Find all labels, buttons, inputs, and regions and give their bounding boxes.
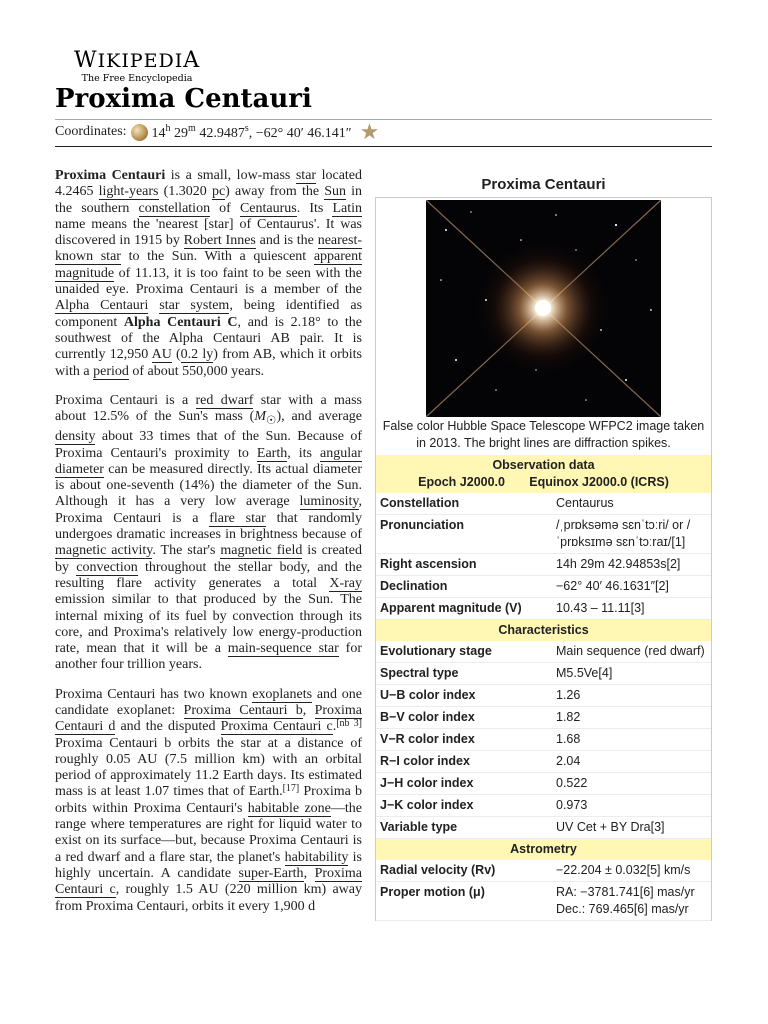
- wikipedia-logo[interactable]: [74, 50, 200, 84]
- coordinates-label: Coordinates:: [55, 124, 127, 139]
- paragraph-characteristics: Proxima Centauri is a red dwarf star with a mass about 12.5% of the Sun's mass $(M_☉)$, and average density about 33 times that of the Sun. Because of Proxima Centauri's proximity to Earth, its angular diameter can be measured directly. Its actual diameter is about one-seventh (14%) the diameter of the Sun. Although it has a very low average luminosity, Proxima Centauri is a flare star that randomly undergoes dramatic increases in brightness because of magnetic activity. The star's magnetic field is created by convection throughout the stellar body, and the resulting flare activity generates a total X-ray emission similar to that produced by the Sun. The internal mixing of its fuel by convection through its core, and Proxima's relatively low energy-production rate, mean that it will be a main-sequence star for another four trillion years.: [55, 392, 362, 673]
- infobox-row-proper-motion: Proper motion (μ) RA: −3781.741[6] mas/yr Dec.: 769.465[6] mas/yr: [376, 882, 711, 921]
- paragraph-intro: Proxima Centauri is a small, low-mass star located 4.2465 light-years (1.3020 pc) away from the Sun in the southern constellation of Centaurus. Its Latin name means the 'nearest [star] of Centaurus'. It was discovered in 1915 by Robert Innes and is the nearest-known star to the Sun. With a quiescent apparent magnitude of 11.13, it is too faint to be seen with the unaided eye. Proxima Centauri is a member of the Alpha Centauri star system, being identified as component Alpha Centauri C, and is 2.18° to the southwest of the Alpha Centauri AB pair. It is currently 12,950 AU (0.2 ly) from AB, which it orbits with a period of about 550,000 years.: [55, 168, 362, 379]
- sky-globe-icon[interactable]: [131, 124, 148, 141]
- coordinates-value[interactable]: 14$^h$ 29$^m$ $42.9487^s$, −62° 40′ 46.141″: [151, 122, 352, 141]
- article-body: [55, 168, 362, 918]
- infobox-row-pronunciation: Pronunciation /ˌprɒksəmə sɛnˈtɔːri/ or /ˈprɒksɪmə sɛnˈtɔːraɪ/[1]: [376, 515, 711, 554]
- page-title: Proxima Centauri: [55, 84, 312, 114]
- section-header-astrometry: Astrometry: [376, 839, 711, 860]
- section-header-observation: [376, 455, 711, 493]
- infobox-row-jh-index: J−H color index 0.522: [376, 773, 711, 795]
- infobox-row-declination: Declination −62° 40′ 46.1631″[2]: [376, 576, 711, 598]
- section-header-characteristics: Characteristics: [376, 620, 711, 641]
- coordinates-bar: [55, 121, 379, 143]
- featured-star-icon[interactable]: ★: [359, 119, 380, 144]
- coordinates-divider: [55, 146, 712, 147]
- infobox-row-vr-index: V−R color index 1.68: [376, 729, 711, 751]
- infobox-row-spectral-type: Spectral type M5.5Ve[4]: [376, 663, 711, 685]
- title-divider: [55, 119, 712, 120]
- infobox-row-apparent-magnitude: Apparent magnitude (V) 10.43 – 11.11[3]: [376, 598, 711, 620]
- wikipedia-tagline: The Free Encyclopedia: [81, 73, 193, 84]
- paragraph-exoplanets: Proxima Centauri has two known exoplanets and one candidate exoplanet: Proxima Centauri b, Proxima Centauri d and the disputed Proxima Centauri c.[nb 3] Proxima Centauri b orbits the star at a distance of roughly 0.05 AU (7.5 million km) with an orbital period of approximately 11.2 Earth days. Its estimated mass is at least 1.07 times that of Earth.[17] Proxima b orbits within Proxima Centauri's habitable zone—the range where temperatures are right for liquid water to exist on its surface—but, because Proxima Centauri is a red dwarf and a flare star, the planet's habitability is highly uncertain. A candidate super-Earth, Proxima Centauri c, roughly 1.5 AU (220 million km) away from Proxima Centauri, orbits it every 1,900 d: [55, 686, 362, 914]
- infobox-row-right-ascension: Right ascension 14h 29m 42.94853s[2]: [376, 554, 711, 576]
- infobox-row-ri-index: R−I color index 2.04: [376, 751, 711, 773]
- infobox-row-jk-index: J−K color index 0.973: [376, 795, 711, 817]
- infobox-row-evolutionary-stage: Evolutionary stage Main sequence (red dwarf): [376, 641, 711, 663]
- infobox-row-bv-index: B−V color index 1.82: [376, 707, 711, 729]
- hubble-star-photo: [426, 200, 661, 417]
- infobox-title: Proxima Centauri: [481, 176, 606, 193]
- star-image[interactable]: [426, 200, 661, 417]
- image-caption: False color Hubble Space Telescope WFPC2 image taken in 2013. The bright lines are diffraction spikes.: [382, 419, 705, 450]
- infobox-row-ub-index: U−B color index 1.26: [376, 685, 711, 707]
- infobox-row-constellation: Constellation Centaurus: [376, 493, 711, 515]
- value-link[interactable]: Centaurus: [556, 496, 614, 510]
- infobox-row-radial-velocity: Radial velocity (Rv) −22.204 ± 0.032[5] km/s: [376, 860, 711, 882]
- infobox: [375, 172, 712, 921]
- infobox-row-variable-type: Variable type UV Cet + BY Dra[3]: [376, 817, 711, 839]
- wikipedia-wordmark: WIKIPEDIA: [74, 48, 201, 73]
- observation-header-label: Observation data: [492, 458, 595, 472]
- equinox-link[interactable]: Equinox J2000.0 (ICRS): [529, 475, 669, 489]
- epoch-link[interactable]: Epoch J2000.0: [418, 475, 505, 489]
